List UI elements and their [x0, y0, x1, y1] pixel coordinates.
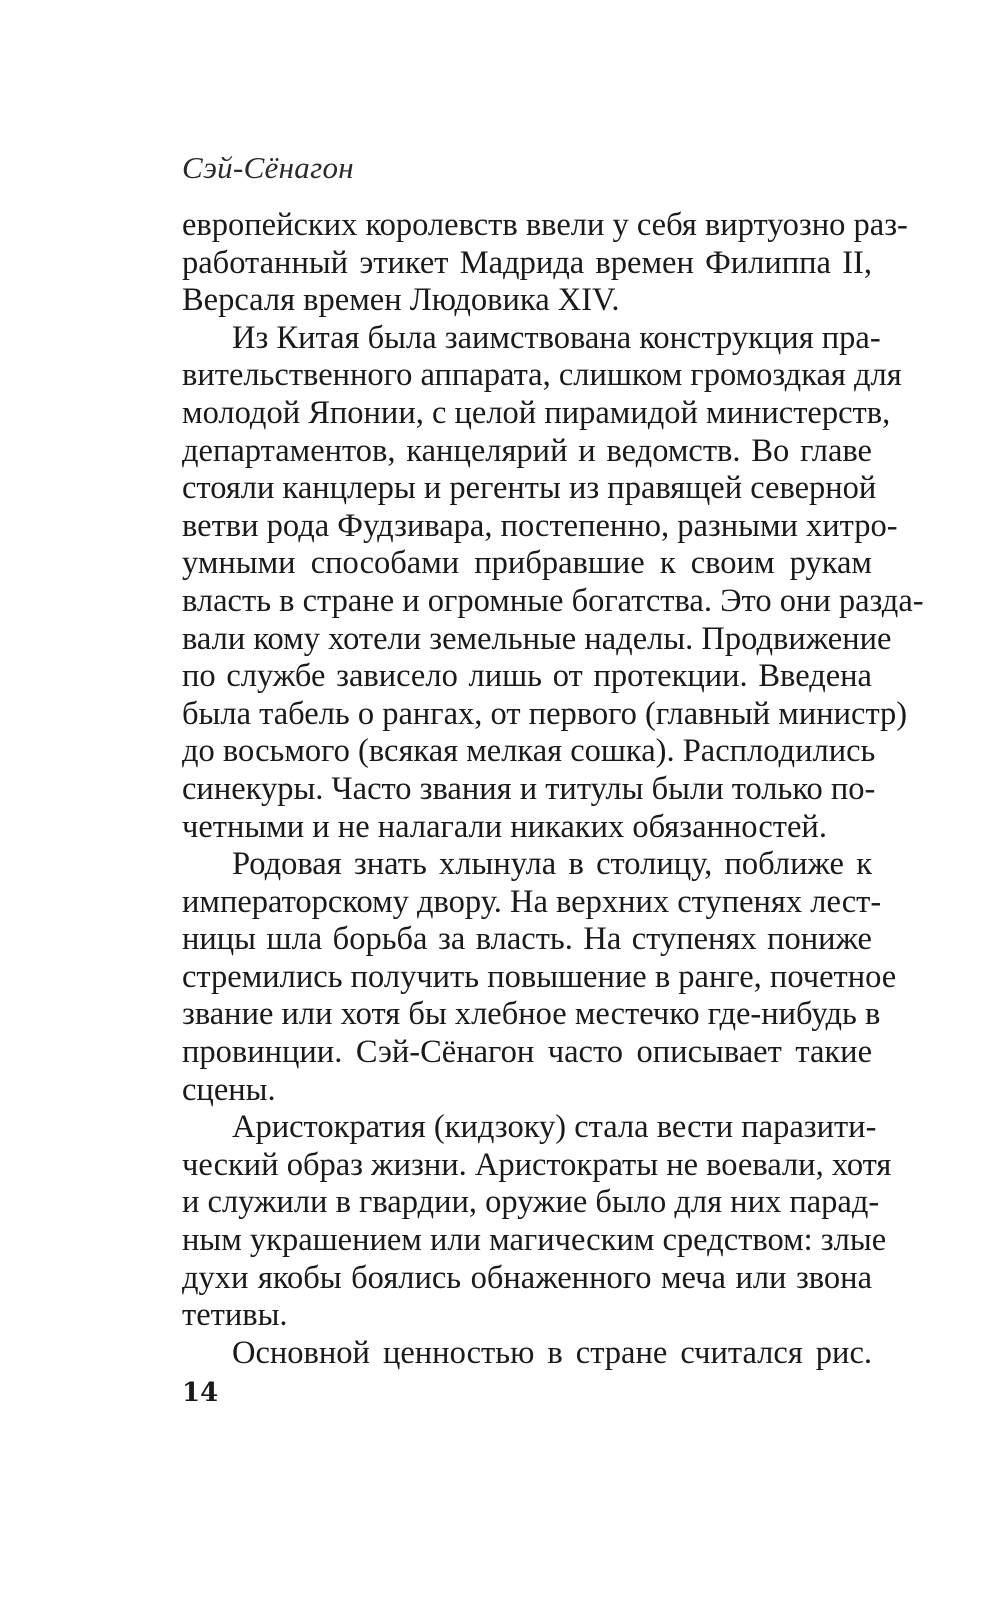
text-line: сцены. — [182, 1071, 276, 1108]
page-number: 14 — [182, 1378, 219, 1408]
text-line: была табель о рангах, от первого (главный министр) — [182, 695, 908, 732]
paragraph-5 — [182, 1335, 872, 1373]
text-line: звание или хотя бы хлебное местечко где-нибудь в — [182, 996, 881, 1033]
text-line: вали кому хотели земельные наделы. Продвижение — [182, 620, 892, 657]
text-line: императорскому двору. На верхних ступенях лест- — [182, 883, 882, 920]
text-line: до восьмого (всякая мелкая сошка). Расплодились — [182, 733, 876, 770]
running-head: Сэй-Сёнагон — [182, 150, 354, 185]
text-line: Из Китая была заимствована конструкция пра- — [232, 319, 881, 356]
paragraph-1 — [182, 207, 908, 320]
text-line: Основной ценностью в стране считался рис. — [232, 1334, 872, 1371]
paragraph-4 — [182, 1109, 892, 1335]
text-line: департаментов, канцелярий и ведомств. Во главе — [182, 432, 872, 469]
text-line: власть в стране и огромные богатства. Это они разда- — [182, 582, 924, 619]
text-line: ным украшением или магическим средством: злые — [182, 1222, 887, 1259]
text-line: стремились получить повышение в ранге, почетное — [182, 958, 897, 995]
text-line: тетивы. — [182, 1297, 288, 1334]
body-text — [182, 207, 924, 1372]
text-line: Версаля времен Людовика XIV. — [182, 282, 620, 319]
text-line: ницы шла борьба за власть. На ступенях пониже — [182, 921, 872, 958]
text-line: ческий образ жизни. Аристократы не воевали, хотя — [182, 1146, 892, 1183]
text-line: европейских королевств ввели у себя виртуозно раз- — [182, 207, 908, 243]
text-line: Аристократия (кидзоку) стала вести паразити- — [232, 1109, 877, 1146]
text-line: вительственного аппарата, слишком громоздкая для — [182, 357, 902, 394]
text-line: Родовая знать хлынула в столицу, поближе к — [232, 846, 872, 883]
text-line: молодой Японии, с целой пирамидой министерств, — [182, 394, 891, 431]
text-line: стояли канцлеры и регенты из правящей северной — [182, 470, 877, 507]
text-line: синекуры. Часто звания и титулы были только по- — [182, 770, 876, 807]
text-line: духи якобы боялись обнаженного меча или звона — [182, 1259, 872, 1296]
text-line: и служили в гвардии, оружие было для них парад- — [182, 1184, 880, 1221]
paragraph-2 — [182, 319, 924, 846]
text-line: ветви рода Фудзивара, постепенно, разными хитро- — [182, 507, 898, 544]
text-line: работанный этикет Мадрида времен Филиппа II, — [182, 244, 872, 281]
text-line: умными способами прибравшие к своим рукам — [182, 545, 872, 582]
text-line: провинции. Сэй-Сёнагон часто описывает такие — [182, 1034, 872, 1071]
text-line: четными и не налагали никаких обязанностей. — [182, 808, 827, 845]
text-line: по службе зависело лишь от протекции. Введена — [182, 658, 872, 695]
paragraph-3 — [182, 846, 897, 1109]
